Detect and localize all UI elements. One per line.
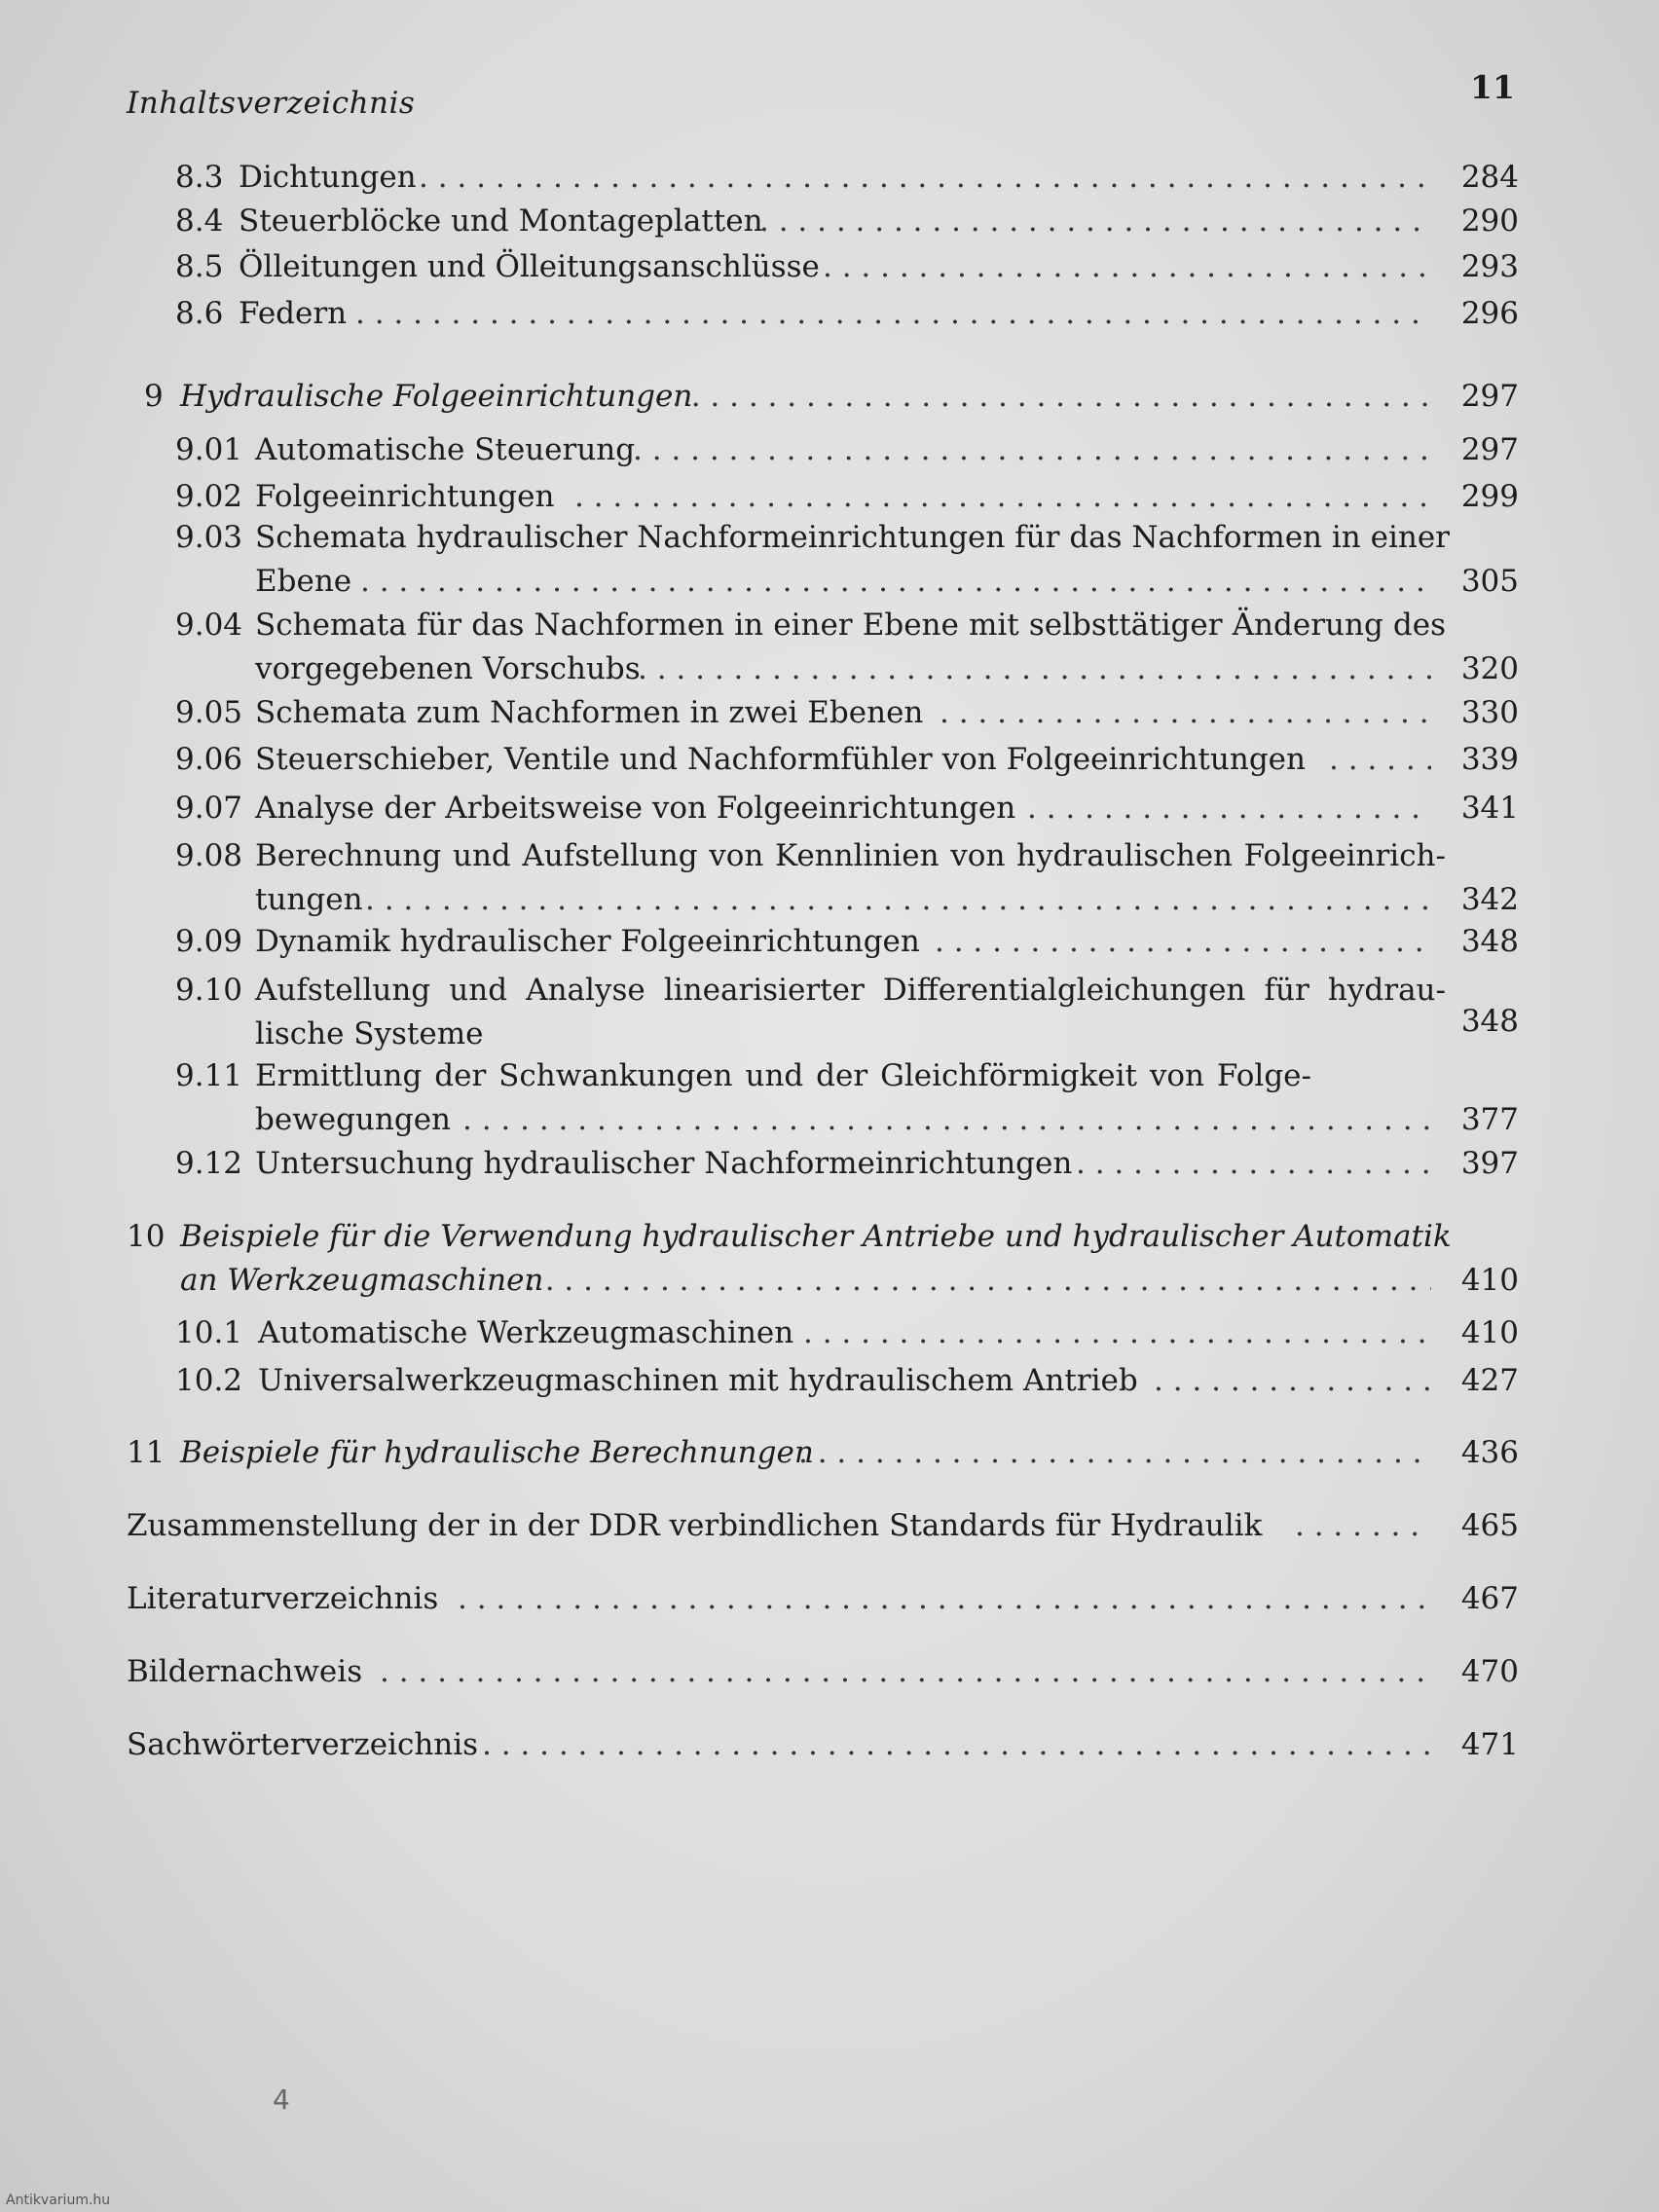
entry-number: 8.5 — [175, 249, 224, 284]
toc-entry-8-5 — [0, 245, 1659, 289]
entry-number: 8.6 — [175, 296, 224, 331]
dot-leader — [355, 292, 1431, 336]
entry-number: 9.06 — [175, 742, 243, 777]
entry-page: 427 — [1460, 1363, 1519, 1398]
entry-title: Federn — [239, 296, 348, 331]
entry-title-line-1: Aufstellung und Analyse linearisierter Differentialgleichungen für hydrau- — [255, 973, 1446, 1008]
entry-number: 9.08 — [175, 838, 243, 873]
toc-entry-9-03 — [0, 516, 1659, 604]
entry-title: Universalwerkzeugmaschinen mit hydraulischem Antrieb — [258, 1363, 1138, 1398]
entry-title: Folgeeinrichtungen — [255, 479, 555, 514]
entry-title: Ölleitungen und Ölleitungsanschlüsse — [239, 249, 820, 284]
entry-number: 8.3 — [175, 160, 224, 195]
chapter-number: 10 — [127, 1219, 166, 1254]
toc-entry-9-08 — [0, 834, 1659, 922]
entry-page: 471 — [1460, 1727, 1519, 1762]
entry-page: 342 — [1460, 882, 1519, 917]
entry-title-line-2: bewegungen — [255, 1102, 452, 1137]
entry-page: 296 — [1460, 296, 1519, 331]
entry-page: 330 — [1460, 695, 1519, 730]
chapter-title: Hydraulische Folgeeinrichtungen — [180, 379, 693, 414]
entry-title: Zusammenstellung der in der DDR verbindlichen Standards für Hydraulik — [127, 1508, 1263, 1543]
dot-leader — [823, 245, 1431, 289]
entry-number: 8.4 — [175, 203, 224, 239]
entry-number: 9.05 — [175, 695, 243, 730]
dot-leader — [482, 1723, 1431, 1767]
toc-entry-9-04 — [0, 604, 1659, 691]
entry-title-line-1: Berechnung und Aufstellung von Kennlinien von hydraulischen Folgeeinrich- — [255, 838, 1446, 873]
chapter-title-line-1: Beispiele für die Verwendung hydraulischer Antriebe und hydraulischer Automatik — [180, 1219, 1452, 1254]
toc-entry-8-4 — [0, 200, 1659, 243]
pencil-mark: 4 — [273, 2083, 290, 2116]
dot-leader — [458, 1577, 1431, 1621]
entry-number: 9.12 — [175, 1146, 243, 1181]
entry-title: Steuerblöcke und Montageplatten — [239, 203, 763, 239]
toc-standards — [0, 1504, 1659, 1548]
entry-title: Dichtungen — [239, 160, 417, 195]
entry-number: 9.04 — [175, 608, 243, 643]
dot-leader — [1154, 1359, 1431, 1403]
dot-leader — [380, 1650, 1431, 1694]
entry-title-line-1: Ermittlung der Schwankungen und der Gleichförmigkeit von Folge- — [255, 1058, 1311, 1093]
entry-page: 299 — [1460, 479, 1519, 514]
running-header: Inhaltsverzeichnis — [127, 86, 416, 121]
entry-title: Automatische Werkzeugmaschinen — [258, 1315, 794, 1350]
dot-leader — [803, 1311, 1431, 1355]
page-number: 11 — [1470, 68, 1515, 106]
entry-title-line-2: lische Systeme — [255, 1016, 484, 1051]
entry-page: 436 — [1460, 1435, 1519, 1470]
entry-title: Dynamik hydraulischer Folgeeinrichtungen — [255, 924, 920, 959]
entry-page: 320 — [1460, 651, 1519, 686]
dot-leader — [935, 920, 1431, 964]
dot-leader — [365, 878, 1431, 922]
toc-entry-9-10 — [0, 969, 1659, 1056]
toc-entry-9-02 — [0, 475, 1659, 519]
entry-number: 10.2 — [175, 1363, 243, 1398]
toc-entry-9-05 — [0, 691, 1659, 735]
watermark: Antikvarium.hu — [6, 2193, 111, 2208]
entry-page: 470 — [1460, 1654, 1519, 1689]
entry-title: Literaturverzeichnis — [127, 1581, 439, 1616]
chapter-number: 9 — [144, 379, 164, 414]
entry-title: Analyse der Arbeitsweise von Folgeeinrichtungen — [255, 791, 1016, 826]
toc-entry-10-2 — [0, 1359, 1659, 1403]
chapter-number: 11 — [127, 1435, 166, 1470]
dot-leader — [360, 560, 1431, 604]
entry-page: 293 — [1460, 249, 1519, 284]
entry-page: 305 — [1460, 564, 1519, 599]
entry-title-line-2: tungen — [255, 882, 363, 917]
dot-leader — [940, 691, 1431, 735]
entry-number: 9.02 — [175, 479, 243, 514]
entry-title-line-2: vorgegebenen Vorschubs — [255, 651, 641, 686]
toc-entry-10-1 — [0, 1311, 1659, 1355]
entry-title-line-2: Ebene — [255, 564, 352, 599]
entry-number: 9.01 — [175, 432, 243, 467]
dot-leader — [574, 475, 1431, 519]
entry-page: 377 — [1460, 1102, 1519, 1137]
toc-chapter-9 — [0, 375, 1659, 419]
toc-entry-9-11 — [0, 1054, 1659, 1142]
dot-leader — [462, 1098, 1431, 1142]
toc-entry-8-3 — [0, 156, 1659, 200]
chapter-title: Beispiele für hydraulische Berechnungen — [180, 1435, 814, 1470]
entry-title: Sachwörterverzeichnis — [127, 1727, 479, 1762]
toc-entry-8-6 — [0, 292, 1659, 336]
entry-page: 297 — [1460, 432, 1519, 467]
entry-page: 348 — [1460, 924, 1519, 959]
entry-number: 9.09 — [175, 924, 243, 959]
toc-index — [0, 1723, 1659, 1767]
dot-leader — [1076, 1142, 1431, 1186]
entry-page: 290 — [1460, 203, 1519, 239]
entry-page: 297 — [1460, 379, 1519, 414]
dot-leader — [1295, 1504, 1431, 1548]
entry-title-line-1: Schemata hydraulischer Nachformeinrichtungen für das Nachformen in einer — [255, 520, 1450, 555]
toc-entry-9-07 — [0, 787, 1659, 830]
entry-page: 284 — [1460, 160, 1519, 195]
dot-leader — [672, 375, 1431, 419]
toc-figures — [0, 1650, 1659, 1694]
entry-page: 341 — [1460, 791, 1519, 826]
entry-number: 10.1 — [175, 1315, 243, 1350]
dot-leader — [526, 1259, 1431, 1303]
entry-title: Steuerschieber, Ventile und Nachformfühler von Folgeeinrichtungen — [255, 742, 1306, 777]
entry-number: 9.07 — [175, 791, 243, 826]
toc-entry-9-12 — [0, 1142, 1659, 1186]
toc-literature — [0, 1577, 1659, 1621]
toc-entry-9-01 — [0, 428, 1659, 472]
entry-number: 9.10 — [175, 973, 243, 1008]
entry-page: 410 — [1460, 1263, 1519, 1298]
entry-title: Schemata zum Nachformen in zwei Ebenen — [255, 695, 924, 730]
entry-page: 467 — [1460, 1581, 1519, 1616]
entry-title-line-1: Schemata für das Nachformen in einer Ebene mit selbsttätiger Änderung des — [255, 608, 1446, 643]
entry-title: Automatische Steuerung — [255, 432, 636, 467]
toc-entry-9-06 — [0, 738, 1659, 782]
dot-leader — [1027, 787, 1431, 830]
entry-number: 9.03 — [175, 520, 243, 555]
entry-number: 9.11 — [175, 1058, 243, 1093]
entry-page: 348 — [1460, 1004, 1519, 1039]
entry-title: Untersuchung hydraulischer Nachformeinrichtungen — [255, 1146, 1073, 1181]
dot-leader — [419, 156, 1431, 200]
chapter-title-line-2: an Werkzeugmaschinen — [180, 1263, 544, 1298]
toc-entry-9-09 — [0, 920, 1659, 964]
entry-page: 410 — [1460, 1315, 1519, 1350]
dot-leader — [638, 647, 1431, 691]
toc-chapter-10 — [0, 1215, 1659, 1303]
toc-chapter-11 — [0, 1431, 1659, 1475]
entry-page: 397 — [1460, 1146, 1519, 1181]
dot-leader — [798, 1431, 1431, 1475]
dot-leader — [633, 428, 1431, 472]
entry-title: Bildernachweis — [127, 1654, 363, 1689]
dot-leader — [1329, 738, 1431, 782]
dot-leader — [759, 200, 1431, 243]
entry-page: 339 — [1460, 742, 1519, 777]
entry-page: 465 — [1460, 1508, 1519, 1543]
